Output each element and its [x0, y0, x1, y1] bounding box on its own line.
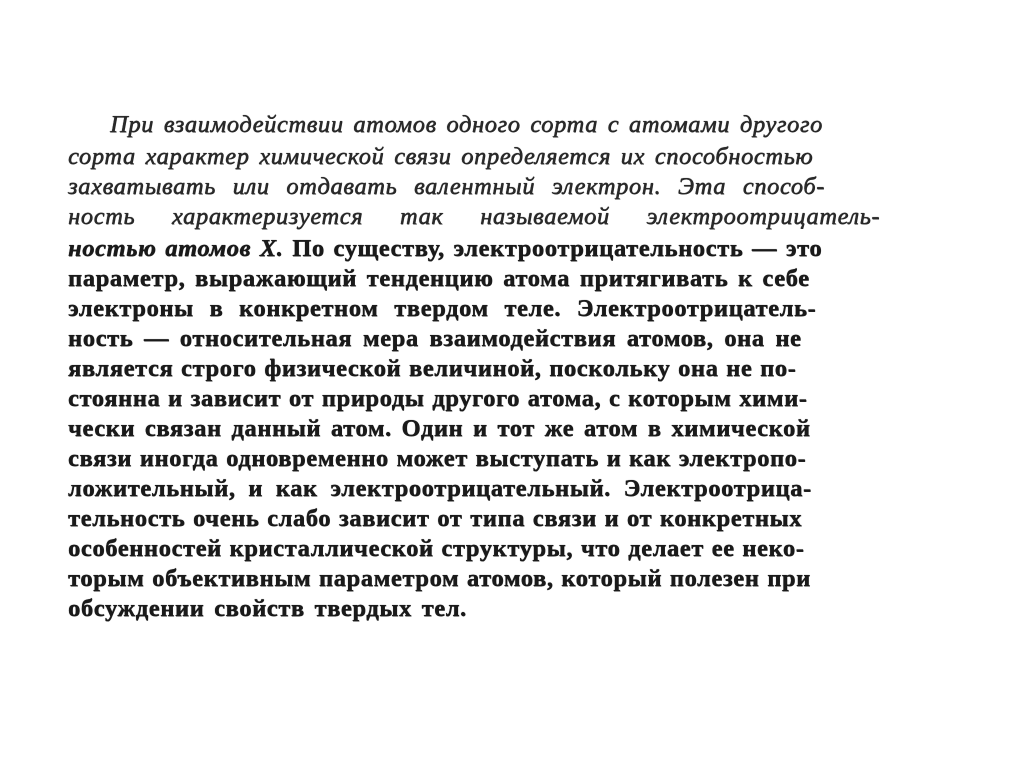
text-line-mixed-regular: По существу, электроотрицательность — это	[283, 235, 823, 262]
text-line-italic-1: При взаимодействии атомов одного сорта с атомами другого	[110, 111, 823, 138]
text-line-bold-6: чески связан данный атом. Один и тот же атом в химической	[68, 415, 811, 442]
text-line-italic-2: сорта характер химической связи определяется их способностью	[68, 143, 814, 170]
text-line-bold-8: ложительный, и как электроотрицательный. Электроотрица-	[68, 475, 812, 502]
text-line-bold-5: стоянна и зависит от природы другого атома, с которым хими-	[68, 385, 808, 412]
text-line-bold-10: особенностей кристаллической структуры, что делает ее неко-	[68, 535, 805, 562]
text-line-bold-2: электроны в конкретном твердом теле. Электроотрицатель-	[68, 295, 817, 322]
scanned-text-block	[60, 100, 970, 660]
text-line-bold-3: ность — относительная мера взаимодействия атомов, она не	[68, 325, 802, 352]
text-line-bold-9: тельность очень слабо зависит от типа связи и от конкретных	[68, 505, 803, 532]
text-line-bold-1: параметр, выражающий тенденцию атома притягивать к себе	[68, 265, 810, 292]
text-line-mixed	[68, 234, 822, 264]
text-line-bold-12: обсуждении свойств твердых тел.	[68, 595, 467, 622]
text-line-bold-4: является строго физической величиной, поскольку она не по-	[68, 355, 797, 382]
text-line-italic-3: захватывать или отдавать валентный электрон. Эта способ-	[68, 173, 825, 200]
text-line-mixed-italic: ностью атомов Х.	[68, 235, 284, 262]
text-line-italic-4: ность характеризуется так называемой электроотрицатель-	[68, 203, 881, 230]
text-line-bold-7: связи иногда одновременно может выступать и как электропо-	[68, 445, 807, 472]
text-line-bold-11: торым объективным параметром атомов, который полезен при	[68, 565, 811, 592]
